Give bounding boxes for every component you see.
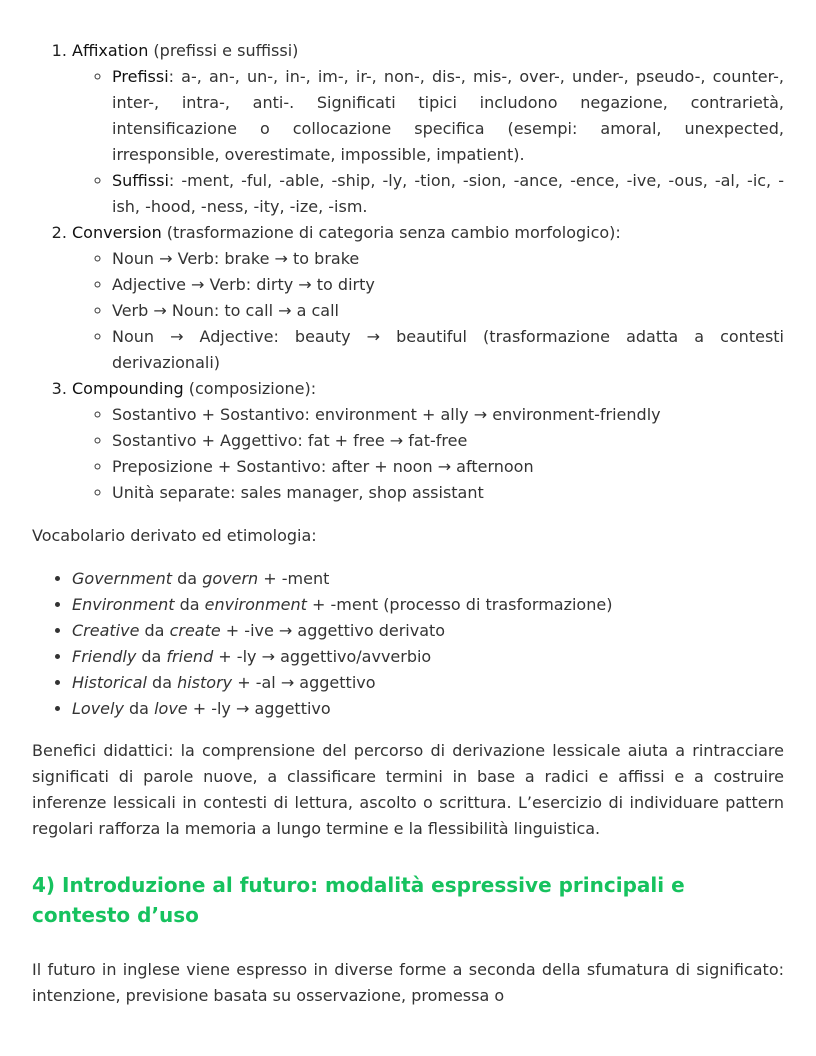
derivation: + -al → aggettivo [232,673,376,692]
term-description: (composizione): [183,379,317,398]
vocab-item [72,644,784,670]
connector: da [172,569,203,588]
sub-item: ◦ Preposizione + Sostantivo: after + noon → afternoon [112,454,784,480]
derived-word: Government [72,569,173,588]
term-description: (trasformazione di categoria senza cambio morfologico): [161,223,621,242]
vocab-item [72,592,784,618]
list-item-conversion [72,220,784,376]
sub-item-suffissi [112,168,784,220]
list-item-affixation [72,38,784,220]
connector: da [174,595,205,614]
root-word: create [169,621,221,640]
root-word: environment [204,595,307,614]
term-label: Affixation [72,41,149,60]
connector: da [139,621,170,640]
derived-word: Historical [72,673,147,692]
term-label: Suffissi [112,171,169,190]
term-description: : a-, an-, un-, in-, im-, ir-, non-, dis-, mis-, over-, under-, pseudo-, counter-, inter-, intra-, anti-. Significati tipici includono negazione, contrarietà, intensificazione o collocazione specifica (esempi: amoral, unexpected, irresponsible, overestimate, impossible, impatient). [112,67,784,164]
root-word: love [154,699,188,718]
term-description: (prefissi e suffissi) [148,41,299,60]
sub-item: ◦ Sostantivo + Sostantivo: environment + ally → environment-friendly [112,402,784,428]
root-word: friend [166,647,214,666]
sub-item: ◦ Noun → Verb: brake → to brake [112,246,784,272]
derived-word: Creative [72,621,140,640]
sub-list [72,246,784,376]
term-description: : -ment, -ful, -able, -ship, -ly, -tion, -sion, -ance, -ence, -ive, -ous, -al, -ic, -ish, -hood, -ness, -ity, -ize, -ism. [112,171,784,216]
derived-word: Environment [72,595,175,614]
vocab-intro: Vocabolario derivato ed etimologia: [32,526,317,545]
sub-item-prefissi [112,64,784,168]
sub-item: ◦ Verb → Noun: to call → a call [112,298,784,324]
derived-word: Lovely [72,699,124,718]
connector: da [136,647,167,666]
vocab-list [32,566,784,722]
derivation: + -ment (processo di trasformazione) [306,595,613,614]
sub-item: ◦ Unità separate: sales manager, shop assistant [112,480,784,506]
connector: da [146,673,178,692]
sub-list [72,64,784,220]
root-word: history [177,673,233,692]
sub-item: ◦ Adjective → Verb: dirty → to dirty [112,272,784,298]
derivation: + -ive → aggettivo derivato [220,621,446,640]
derived-word: Friendly [72,647,137,666]
sub-item: ◦ Sostantivo + Aggettivo: fat + free → fat-free [112,428,784,454]
vocab-item [72,670,784,696]
connector: da [123,699,155,718]
section-heading: 4) Introduzione al futuro: modalità espressive principali e contesto d’uso [32,873,685,927]
root-word: govern [202,569,259,588]
derivation: + -ly → aggettivo/avverbio [213,647,432,666]
benefits-paragraph: Benefici didattici: la comprensione del percorso di derivazione lessicale aiuta a rintracciare significati di parole nuove, a classificare termini in base a radici e affissi e a costruire inferenze lessicali in contesti di lettura, ascolto o scrittura. L’esercizio di individuare pattern regolari rafforza la memoria a lungo termine e la flessibilità linguistica. [32,741,784,838]
sub-list [72,402,784,506]
word-formation-list [32,38,784,506]
vocab-item [72,696,784,722]
vocab-item [72,618,784,644]
term-label: Conversion [72,223,162,242]
term-label: Prefissi [112,67,169,86]
future-paragraph: Il futuro in inglese viene espresso in diverse forme a seconda della sfumatura di significato: intenzione, previsione basata su osservazione, promessa o [32,960,784,1005]
sub-item: ◦ Noun → Adjective: beauty → beautiful (trasformazione adatta a contesti derivazionali) [112,324,784,376]
derivation: + -ment [258,569,330,588]
list-item-compounding [72,376,784,506]
term-label: Compounding [72,379,184,398]
vocab-item [72,566,784,592]
derivation: + -ly → aggettivo [187,699,331,718]
